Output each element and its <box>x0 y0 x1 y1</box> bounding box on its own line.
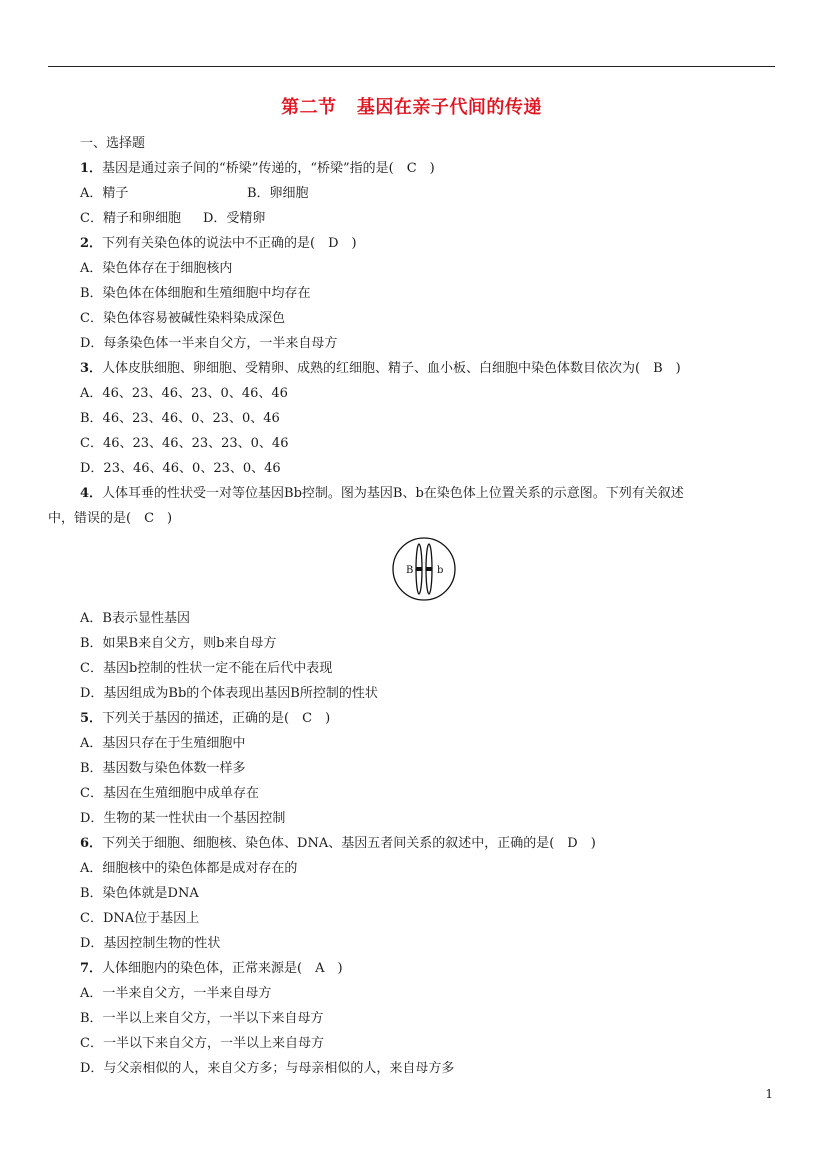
page-title: 第二节 基因在亲子代间的传递 <box>281 97 542 118</box>
question-number: 5． <box>80 711 103 726</box>
chromosome-diagram <box>391 536 457 602</box>
option-6b: B．染色体就是DNA <box>80 886 199 901</box>
option-1d: D．受精卵 <box>203 211 266 226</box>
gene-locus-b-lower <box>426 567 432 571</box>
question-7 <box>80 960 343 978</box>
option-1c: C．精子和卵细胞 <box>80 211 181 226</box>
question-number: 2． <box>80 236 103 251</box>
gene-locus-b-upper <box>416 567 422 571</box>
question-stem: 人体皮肤细胞、卵细胞、受精卵、成熟的红细胞、精子、血小板、白细胞中染色体数目依次为( B ) <box>102 361 681 376</box>
question-stem: 下列有关染色体的说法中不正确的是( D ) <box>102 236 357 251</box>
option-4b: B．如果B来自父方，则b来自母方 <box>80 636 277 651</box>
option-3d: D．23、46、46、0、23、0、46 <box>80 461 281 476</box>
option-7d: D．与父亲相似的人，来自父方多；与母亲相似的人，来自母方多 <box>80 1061 455 1076</box>
section-heading: 一、选择题 <box>80 136 146 151</box>
option-6d: D．基因控制生物的性状 <box>80 936 221 951</box>
question-3 <box>80 360 681 378</box>
option-5a: A．基因只存在于生殖细胞中 <box>80 736 246 751</box>
option-3c: C．46、23、46、23、23、0、46 <box>80 436 289 451</box>
option-6c: C．DNA位于基因上 <box>80 911 200 926</box>
option-3b: B．46、23、46、0、23、0、46 <box>80 411 280 426</box>
cell-outline <box>393 538 455 600</box>
option-4c: C．基因b控制的性状一定不能在后代中表现 <box>80 661 333 676</box>
question-4-continued: 中，错误的是( C ) <box>48 511 173 526</box>
question-stem: 下列关于细胞、细胞核、染色体、DNA、基因五者间关系的叙述中，正确的是( D ) <box>102 836 596 851</box>
option-1b: B．卵细胞 <box>247 186 309 201</box>
option-2b: B．染色体在体细胞和生殖细胞中均存在 <box>80 286 311 301</box>
option-2a: A．染色体存在于细胞核内 <box>80 261 233 276</box>
option-1a: A．精子 <box>80 186 129 201</box>
question-stem: 人体细胞内的染色体，正常来源是( A ) <box>102 961 343 976</box>
option-7b: B．一半以上来自父方，一半以下来自母方 <box>80 1011 324 1026</box>
question-number: 3． <box>80 361 103 376</box>
question-stem: 基因是通过亲子间的“桥梁”传递的，“桥梁”指的是( C ) <box>102 161 435 176</box>
option-5c: C．基因在生殖细胞中成单存在 <box>80 786 259 801</box>
option-4a: A．B表示显性基因 <box>80 611 190 626</box>
question-stem: 下列关于基因的描述，正确的是( C ) <box>102 711 331 726</box>
question-6 <box>80 835 596 853</box>
question-4 <box>80 485 684 503</box>
question-number: 4． <box>80 486 103 501</box>
header-rule <box>48 66 775 67</box>
question-stem: 人体耳垂的性状受一对等位基因Bb控制。图为基因B、b在染色体上位置关系的示意图。下列有关叙述 <box>102 486 684 501</box>
option-2c: C．染色体容易被碱性染料染成深色 <box>80 311 285 326</box>
question-number: 6． <box>80 836 103 851</box>
question-5 <box>80 710 330 728</box>
option-5b: B．基因数与染色体数一样多 <box>80 761 246 776</box>
question-1 <box>80 160 435 178</box>
option-3a: A．46、23、46、23、0、46、46 <box>80 386 288 401</box>
option-7a: A．一半来自父方，一半来自母方 <box>80 986 272 1001</box>
option-7c: C．一半以下来自父方，一半以上来自母方 <box>80 1036 324 1051</box>
option-4d: D．基因组成为Bb的个体表现出基因B所控制的性状 <box>80 686 378 701</box>
question-number: 1． <box>80 161 103 176</box>
gene-label-b: b <box>437 565 444 576</box>
gene-label-B: B <box>406 565 414 576</box>
question-2 <box>80 235 357 253</box>
page-number: 1 <box>765 1087 773 1101</box>
question-number: 7． <box>80 961 103 976</box>
option-6a: A．细胞核中的染色体都是成对存在的 <box>80 861 298 876</box>
option-5d: D．生物的某一性状由一个基因控制 <box>80 811 286 826</box>
option-2d: D．每条染色体一半来自父方，一半来自母方 <box>80 336 338 351</box>
